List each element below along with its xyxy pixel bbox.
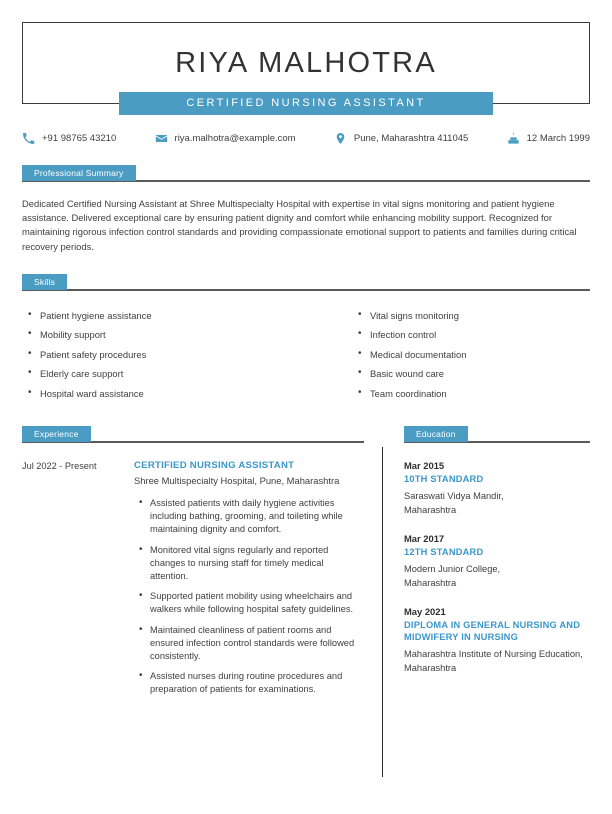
- experience-section-label: Experience: [22, 426, 91, 442]
- envelope-icon: [155, 132, 168, 145]
- summary-section-label: Professional Summary: [22, 165, 136, 181]
- education-school-line: Saraswati Vidya Mandir,: [404, 490, 504, 501]
- list-item: • Infection control: [370, 328, 590, 341]
- education-school: [404, 647, 590, 675]
- education-date: Mar 2017: [404, 532, 445, 544]
- location-text: Pune, Maharashtra 411045: [353, 133, 469, 144]
- experience-organization: Shree Multispecialty Hospital, Pune, Maharashtra: [134, 475, 340, 487]
- list-item: • Team coordination: [370, 387, 590, 400]
- list-item: • Maintained cleanliness of patient rooms and ensured infection control standards were followed consistently.: [150, 624, 364, 664]
- list-item: • Basic wound care: [370, 367, 590, 380]
- page-title: RIYA MALHOTRA: [175, 46, 437, 79]
- email-text: riya.malhotra@example.com: [174, 133, 296, 144]
- list-item: • Patient hygiene assistance: [40, 309, 306, 322]
- experience-dates: Jul 2022 - Present: [22, 461, 97, 472]
- experience-details: [134, 459, 364, 703]
- experience-entry: [22, 459, 364, 703]
- experience-column: [22, 445, 382, 703]
- skills-list-right: [352, 309, 590, 400]
- education-degree: 10TH STANDARD: [404, 474, 484, 485]
- job-title-banner: CERTIFIED NURSING ASSISTANT: [119, 92, 493, 115]
- education-entry: [404, 532, 590, 590]
- section-professional-summary: [22, 165, 590, 254]
- education-date: Mar 2015: [404, 460, 445, 472]
- list-item: • Supported patient mobility using wheelchairs and walkers while following hospital safety guidelines.: [150, 590, 364, 616]
- list-item: • Medical documentation: [370, 348, 590, 361]
- education-section-label: Education: [404, 426, 468, 442]
- skills-section-header: [22, 274, 590, 293]
- skills-columns: [22, 309, 590, 407]
- list-item: • Patient safety procedures: [40, 348, 306, 361]
- education-school-line: Maharashtra: [404, 577, 457, 588]
- education-date: May 2021: [404, 605, 446, 617]
- education-school: [404, 489, 590, 517]
- education-school-line: Maharashtra: [404, 504, 457, 515]
- experience-job-title: CERTIFIED NURSING ASSISTANT: [134, 460, 295, 472]
- contact-row: [22, 132, 590, 145]
- education-school-line: Maharashtra: [404, 662, 457, 673]
- bottom-columns: [22, 445, 590, 703]
- skills-column-left: [22, 309, 306, 407]
- skills-section-label: Skills: [22, 274, 67, 290]
- experience-section-header: [22, 426, 364, 445]
- section-skills: [22, 274, 590, 407]
- phone-icon: [22, 132, 35, 145]
- education-section-header: [404, 426, 590, 445]
- education-entry: [404, 459, 590, 517]
- list-item: • Assisted nurses during routine procedures and preparation of patients for examinations.: [150, 670, 364, 696]
- list-item: • Monitored vital signs regularly and reported changes to nursing staff for timely medical attention.: [150, 544, 364, 584]
- education-degree: DIPLOMA IN GENERAL NURSING AND MIDWIFERY IN NURSING: [404, 619, 581, 643]
- experience-bullets: [134, 497, 364, 697]
- birthday-cake-icon: [507, 132, 520, 145]
- map-pin-icon: [334, 132, 347, 145]
- resume-page: [0, 22, 612, 814]
- contact-email[interactable]: [155, 132, 296, 145]
- skills-list-left: [22, 309, 306, 400]
- contact-phone[interactable]: [22, 132, 116, 145]
- bottom-section-headers: [22, 406, 590, 445]
- skills-column-right: [306, 309, 590, 407]
- list-item: • Mobility support: [40, 328, 306, 341]
- list-item: • Assisted patients with daily hygiene activities including bathing, grooming, and toileting while maintaining dignity and comfort.: [150, 497, 364, 537]
- education-column: [382, 445, 590, 703]
- education-entry: [404, 605, 590, 675]
- education-school: [404, 562, 590, 590]
- phone-text: +91 98765 43210: [42, 133, 117, 144]
- contact-location[interactable]: [334, 132, 468, 145]
- education-school-line: Modern Junior College,: [404, 563, 501, 574]
- summary-section-header: [22, 165, 590, 184]
- summary-text: Dedicated Certified Nursing Assistant at Shree Multispecialty Hospital with expertise in vital signs monitoring and patient hygiene assistance. Delivered exceptional care by ensuring patient dignity and comfort while enhancing mobility support. Recognized for maintaining rigorous infection control standards and providing compassionate emotional support to patients and families during critical recovery periods.: [22, 198, 577, 252]
- resume-header: [22, 22, 590, 109]
- list-item: • Hospital ward assistance: [40, 387, 306, 400]
- section-rule: [22, 289, 590, 291]
- list-item: • Vital signs monitoring: [370, 309, 590, 322]
- column-divider: [382, 447, 383, 777]
- contact-birthdate[interactable]: [507, 132, 590, 145]
- birthdate-text: 12 March 1999: [526, 133, 590, 144]
- education-degree: 12TH STANDARD: [404, 546, 484, 557]
- list-item: • Elderly care support: [40, 367, 306, 380]
- education-school-line: Maharashtra Institute of Nursing Education,: [404, 648, 583, 659]
